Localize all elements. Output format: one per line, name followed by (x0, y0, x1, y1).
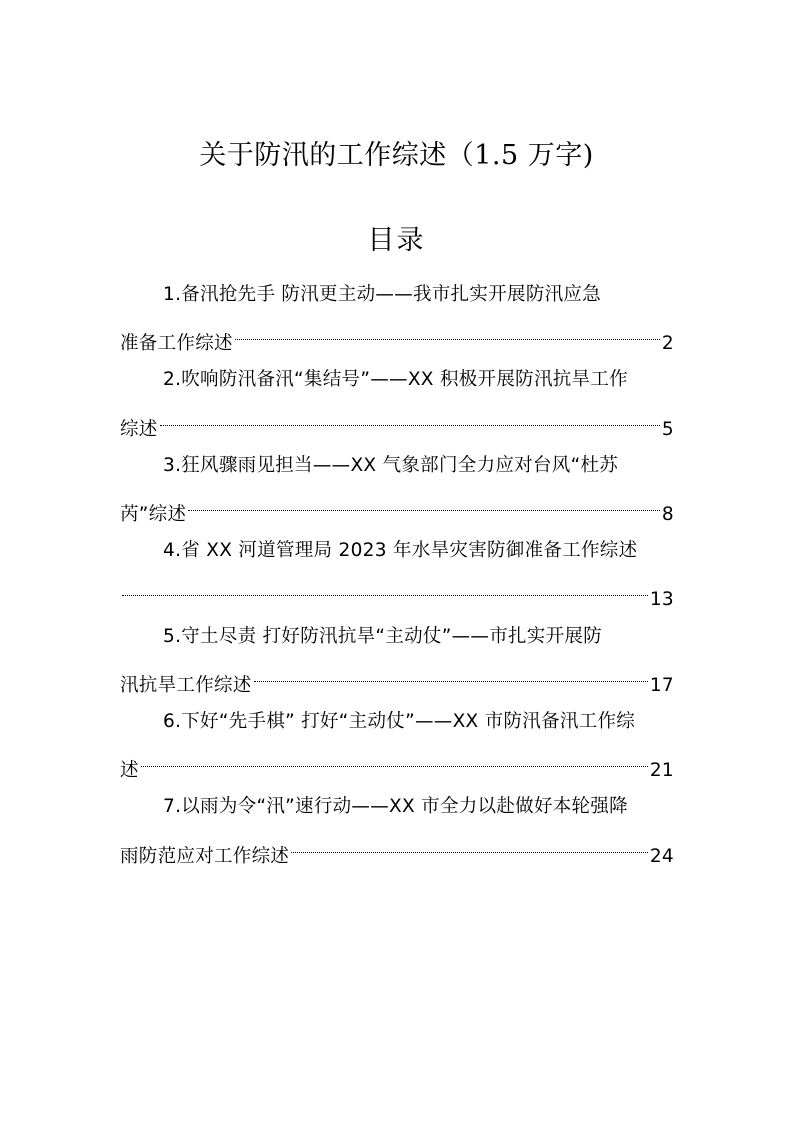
toc-entry-title-continued: 芮”综述 (120, 504, 187, 526)
dot-leader (254, 655, 648, 691)
toc-entry-title: 3.狂风骤雨见担当——XX 气象部门全力应对台风“杜苏 (163, 454, 619, 476)
document-title: 关于防汛的工作综述（1.5 万字) (199, 140, 594, 171)
toc-page-number: 17 (649, 674, 674, 696)
toc-entry-title-continued: 准备工作综述 (120, 333, 233, 355)
dot-leader (235, 313, 660, 349)
toc-entry-title: 2.吹响防汛备汛“集结号”——XX 积极开展防汛抗旱工作 (163, 369, 628, 391)
dot-leader (141, 740, 648, 776)
toc-entry-title-continued: 综述 (120, 418, 158, 440)
toc-page-number: 8 (661, 504, 674, 526)
toc-entry-title-continued: 述 (120, 760, 139, 782)
toc-entry-title: 5.守土尽责 打好防汛抗旱“主动仗”——市扎实开展防 (163, 625, 603, 647)
toc-entry-4[interactable] (120, 533, 674, 618)
toc-page-number: 24 (649, 845, 674, 867)
toc-entry-title-continued: 雨防范应对工作综述 (120, 845, 290, 867)
toc-page-number: 21 (649, 760, 674, 782)
toc-entry-2[interactable] (120, 362, 674, 447)
toc-entry-3[interactable] (120, 448, 674, 533)
toc-entry-title: 7.以雨为令“汛”速行动——XX 市全力以赴做好本轮强降 (163, 796, 628, 818)
toc-entry-5[interactable] (120, 619, 674, 704)
toc-entry-1[interactable] (120, 277, 674, 362)
dot-leader (291, 826, 648, 862)
toc-entry-title: 4.省 XX 河道管理局 2023 年水旱灾害防御准备工作综述 (163, 540, 638, 562)
toc-entry-title: 1.备汛抢先手 防汛更主动——我市扎实开展防汛应急 (163, 284, 602, 305)
dot-leader (160, 399, 660, 435)
toc-entry-title: 6.下好“先手棋” 打好“主动仗”——XX 市防汛备汛工作综 (163, 711, 636, 733)
dot-leader (188, 484, 660, 520)
toc-heading: 目录 (367, 225, 426, 256)
toc-page-number: 13 (649, 589, 674, 611)
toc-entry-7[interactable] (120, 789, 674, 874)
toc-page-number: 5 (661, 418, 674, 440)
toc-entry-title-continued: 汛抗旱工作综述 (120, 674, 252, 696)
table-of-contents (120, 277, 674, 875)
dot-leader (122, 569, 648, 605)
toc-entry-6[interactable] (120, 704, 674, 789)
toc-page-number: 2 (661, 333, 674, 355)
